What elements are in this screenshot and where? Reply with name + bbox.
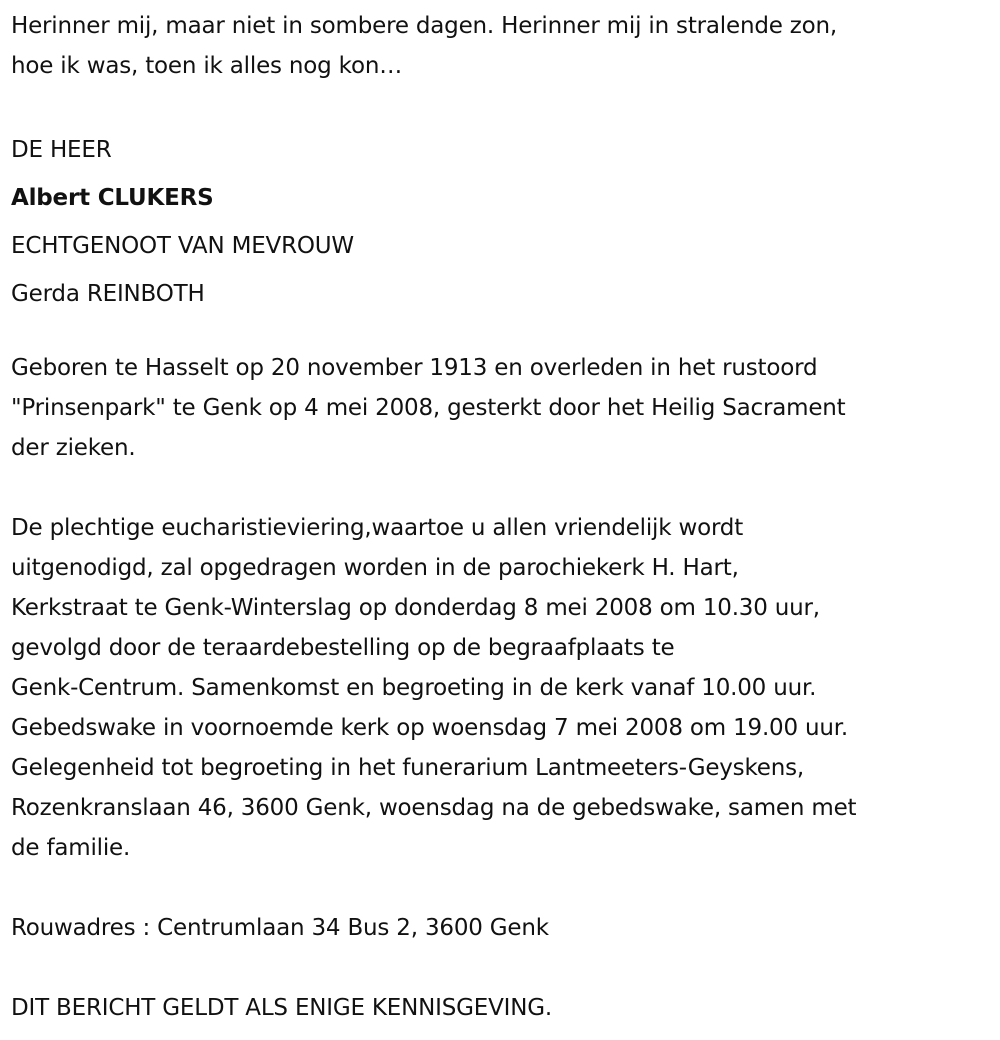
paragraph-line: Gelegenheid tot begroeting in het funerarium Lantmeeters-Geyskens, xyxy=(11,755,804,781)
deceased-relation: ECHTGENOOT VAN MEVROUW xyxy=(11,233,354,259)
obituary-document xyxy=(11,6,996,1028)
spacer xyxy=(11,468,996,508)
deceased-name: Albert CLUKERS xyxy=(11,185,214,211)
paragraph-line: Gebedswake in voornoemde kerk op woensdag 7 mei 2008 om 19.00 uur. xyxy=(11,715,849,741)
deceased-block xyxy=(11,126,996,318)
paragraph-line: "Prinsenpark" te Genk op 4 mei 2008, gesterkt door het Heilig Sacrament xyxy=(11,395,846,421)
birth-death-paragraph xyxy=(11,348,996,468)
paragraph-line: De plechtige eucharistieviering,waartoe u allen vriendelijk wordt xyxy=(11,515,744,541)
paragraph-line: Genk-Centrum. Samenkomst en begroeting in de kerk vanaf 10.00 uur. xyxy=(11,675,817,701)
paragraph-line: Geboren te Hasselt op 20 november 1913 en overleden in het rustoord xyxy=(11,355,818,381)
notice-text: DIT BERICHT GELDT ALS ENIGE KENNISGEVING. xyxy=(11,995,552,1021)
mourning-address: Rouwadres : Centrumlaan 34 Bus 2, 3600 Genk xyxy=(11,915,549,941)
deceased-title: DE HEER xyxy=(11,137,112,163)
quote-block xyxy=(11,6,996,86)
spacer xyxy=(11,318,996,348)
paragraph-line: Rozenkranslaan 46, 3600 Genk, woensdag na de gebedswake, samen met xyxy=(11,795,857,821)
paragraph-line: de familie. xyxy=(11,835,131,861)
paragraph-line: Kerkstraat te Genk-Winterslag op donderdag 8 mei 2008 om 10.30 uur, xyxy=(11,595,820,621)
spacer xyxy=(11,948,996,988)
spouse-name: Gerda REINBOTH xyxy=(11,281,205,307)
paragraph-line: uitgenodigd, zal opgedragen worden in de parochiekerk H. Hart, xyxy=(11,555,739,581)
paragraph-line: der zieken. xyxy=(11,435,136,461)
spacer xyxy=(11,868,996,908)
ceremony-paragraph xyxy=(11,508,996,868)
quote-line: Herinner mij, maar niet in sombere dagen. Herinner mij in stralende zon, xyxy=(11,13,838,39)
spacer xyxy=(11,86,996,126)
quote-line: hoe ik was, toen ik alles nog kon… xyxy=(11,53,403,79)
paragraph-line: gevolgd door de teraardebestelling op de begraafplaats te xyxy=(11,635,675,661)
